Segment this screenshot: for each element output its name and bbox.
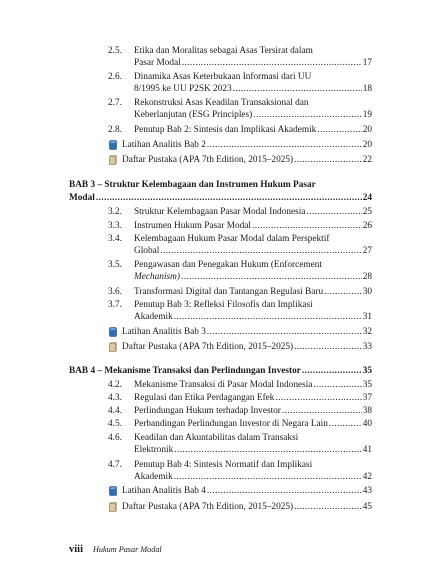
book-icon [109, 486, 117, 496]
section-number: 2.8. [108, 125, 122, 135]
page-ref: 20 [362, 140, 372, 150]
page-ref: 40 [362, 419, 372, 429]
latihan-label: Latihan Analitis Bab 3 [122, 327, 206, 337]
entry-title-last: Global [134, 246, 160, 256]
entry-title-last: Regulasi dan Etika Perdagangan Efek [134, 393, 275, 403]
latihan-label: Latihan Analitis Bab 4 [122, 486, 206, 496]
section-number: 2.6. [108, 72, 122, 82]
leader-dots [174, 471, 362, 483]
chapter-title-last: BAB 4 – Mekanisme Transaksi dan Perlindungan Investor [69, 366, 301, 376]
leader-dots [313, 379, 361, 391]
leader-dots [174, 444, 361, 456]
toc-daftar-pustaka-bab-3[interactable] [108, 341, 372, 353]
page-ref: 38 [362, 406, 372, 416]
toc-entry-2-7[interactable] [108, 97, 372, 121]
page-ref: 18 [362, 84, 372, 94]
pages-icon [109, 502, 117, 512]
toc-entry-2-5[interactable] [108, 45, 372, 69]
entry-title-last: Instrumen Hukum Pasar Modal [134, 221, 251, 231]
section-number: 3.5. [108, 260, 122, 270]
entry-title-last: Mechanism) [134, 272, 180, 282]
leader-dots [181, 271, 362, 283]
toc-entry-2-6[interactable] [108, 71, 372, 95]
page-ref: 35 [362, 380, 372, 390]
page-ref: 27 [362, 246, 372, 256]
daftar-label: Daftar Pustaka (APA 7th Edition, 2015–2025) [122, 155, 294, 165]
page-footer [69, 544, 162, 556]
toc-entry-3-7[interactable] [108, 299, 372, 323]
toc-entry-4-7[interactable] [108, 459, 372, 483]
book-icon [109, 140, 117, 150]
leader-dots [294, 154, 362, 166]
leader-dots [182, 57, 362, 69]
toc-entry-3-4[interactable] [108, 233, 372, 257]
leader-dots [275, 392, 361, 404]
entry-title-line: Penutup Bab 3: Refleksi Filosofis dan Implikasi [134, 300, 313, 310]
page-ref: 43 [362, 486, 372, 496]
section-number: 4.5. [108, 419, 122, 429]
toc-entry-3-3[interactable] [108, 220, 372, 232]
section-number: 2.7. [108, 98, 122, 108]
section-number: 4.7. [108, 460, 122, 470]
page-ref: 17 [362, 58, 372, 68]
leader-dots [96, 192, 362, 205]
page-ref: 28 [362, 272, 372, 282]
page-ref: 32 [362, 327, 372, 337]
entry-title-last: Akademik [134, 312, 173, 322]
pages-icon [109, 342, 117, 352]
page-ref: 31 [362, 312, 372, 322]
chapter-title-line: BAB 3 – Struktur Kelembagaan dan Instrumen Hukum Pasar [69, 180, 316, 190]
latihan-label: Latihan Analitis Bab 2 [122, 140, 206, 150]
entry-title-line: Etika dan Moralitas sebagai Asas Tersirat dalam [134, 46, 313, 56]
leader-dots [252, 220, 362, 232]
toc-entry-4-2[interactable] [108, 379, 372, 391]
toc-entry-2-8[interactable] [108, 124, 372, 136]
toc-entry-4-4[interactable] [108, 405, 372, 417]
leader-dots [317, 124, 361, 136]
toc-entry-4-6[interactable] [108, 432, 372, 456]
toc-entry-3-2[interactable] [108, 206, 372, 218]
section-number: 3.6. [108, 287, 122, 297]
chapter-title-last: Modal [69, 193, 95, 203]
book-icon [109, 327, 117, 337]
leader-dots [207, 326, 362, 338]
leader-dots [294, 501, 362, 513]
entry-title-line: Pengawasan dan Penegakan Hukum (Enforcement [134, 260, 322, 270]
toc-chapter-3[interactable] [69, 179, 372, 205]
page-ref: 26 [362, 221, 372, 231]
leader-dots [174, 311, 362, 323]
leader-dots [306, 206, 361, 218]
toc-daftar-pustaka-bab-4[interactable] [108, 501, 372, 513]
leader-dots [207, 139, 362, 151]
page-ref: 42 [362, 472, 372, 482]
leader-dots [302, 365, 362, 378]
toc-entry-4-5[interactable] [108, 418, 372, 430]
page-ref: 25 [362, 207, 372, 217]
entry-title-last: Mekanisme Transaksi di Pasar Modal Indonesia [134, 380, 313, 390]
entry-title-line: Keadilan dan Akuntabilitas dalam Transaksi [134, 433, 299, 443]
toc-daftar-pustaka-bab-2[interactable] [108, 154, 372, 166]
daftar-label: Daftar Pustaka (APA 7th Edition, 2015–2025) [122, 342, 294, 352]
entry-title-last: Transformasi Digital dan Tantangan Regulasi Baru [134, 287, 324, 297]
section-number: 2.5. [108, 46, 122, 56]
entry-title-line: Dinamika Asas Keterbukaan Informasi dari UU [134, 72, 312, 82]
running-title: Hukum Pasar Modal [93, 545, 162, 554]
toc-entry-4-3[interactable] [108, 392, 372, 404]
toc-entry-3-6[interactable] [108, 286, 372, 298]
section-number: 4.6. [108, 433, 122, 443]
toc-entry-3-5[interactable] [108, 259, 372, 283]
page-ref: 35 [362, 366, 372, 376]
entry-title-last: Struktur Kelembagaan Pasar Modal Indonesia [134, 207, 306, 217]
page-ref: 22 [362, 155, 372, 165]
page-ref: 45 [362, 502, 372, 512]
entry-title-last: Keberlanjutan (ESG Principles) [134, 110, 253, 120]
toc-chapter-4[interactable] [69, 365, 372, 378]
leader-dots [324, 286, 362, 298]
entry-title-last: Akademik [134, 472, 173, 482]
page-ref: 19 [362, 110, 372, 120]
entry-title-line: Penutup Bab 4: Sintesis Normatif dan Implikasi [134, 460, 313, 470]
section-number: 4.3. [108, 393, 122, 403]
entry-title-line: Rekonstruksi Asas Keadilan Transaksional dan [134, 98, 309, 108]
page-ref: 41 [362, 445, 372, 455]
entry-title-line: Kelembagaan Hukum Pasar Modal dalam Perspektif [134, 234, 330, 244]
entry-title-last: Perbandingan Perlindungan Investor di Negara Lain [134, 419, 328, 429]
entry-title-last: Pasar Modal [134, 58, 181, 68]
leader-dots [253, 109, 361, 121]
leader-dots [282, 405, 362, 417]
entry-title-last: Penutup Bab 2: Sintesis dan Implikasi Akademik [134, 125, 317, 135]
entry-title-last: 8/1995 ke UU P2SK 2023 [134, 84, 232, 94]
page-ref: 37 [362, 393, 372, 403]
leader-dots [160, 245, 361, 257]
leader-dots [207, 485, 362, 497]
section-number: 3.4. [108, 234, 122, 244]
page-ref: 33 [362, 342, 372, 352]
entry-title-last: Perlindungan Hukum terhadap Investor [134, 406, 281, 416]
entry-title-last: Elektronik [134, 445, 174, 455]
toc-latihan-bab-2[interactable] [108, 139, 372, 151]
section-number: 4.2. [108, 380, 122, 390]
page-ref: 30 [362, 287, 372, 297]
page-number: viii [69, 544, 84, 555]
pages-icon [109, 155, 117, 165]
daftar-label: Daftar Pustaka (APA 7th Edition, 2015–2025) [122, 502, 294, 512]
leader-dots [233, 83, 362, 95]
section-number: 4.4. [108, 406, 122, 416]
toc-latihan-bab-4[interactable] [108, 485, 372, 497]
section-number: 3.3. [108, 221, 122, 231]
toc-latihan-bab-3[interactable] [108, 326, 372, 338]
leader-dots [294, 341, 362, 353]
section-number: 3.7. [108, 300, 122, 310]
leader-dots [329, 418, 362, 430]
page-ref: 20 [362, 125, 372, 135]
section-number: 3.2. [108, 207, 122, 217]
page-ref: 24 [362, 193, 372, 203]
